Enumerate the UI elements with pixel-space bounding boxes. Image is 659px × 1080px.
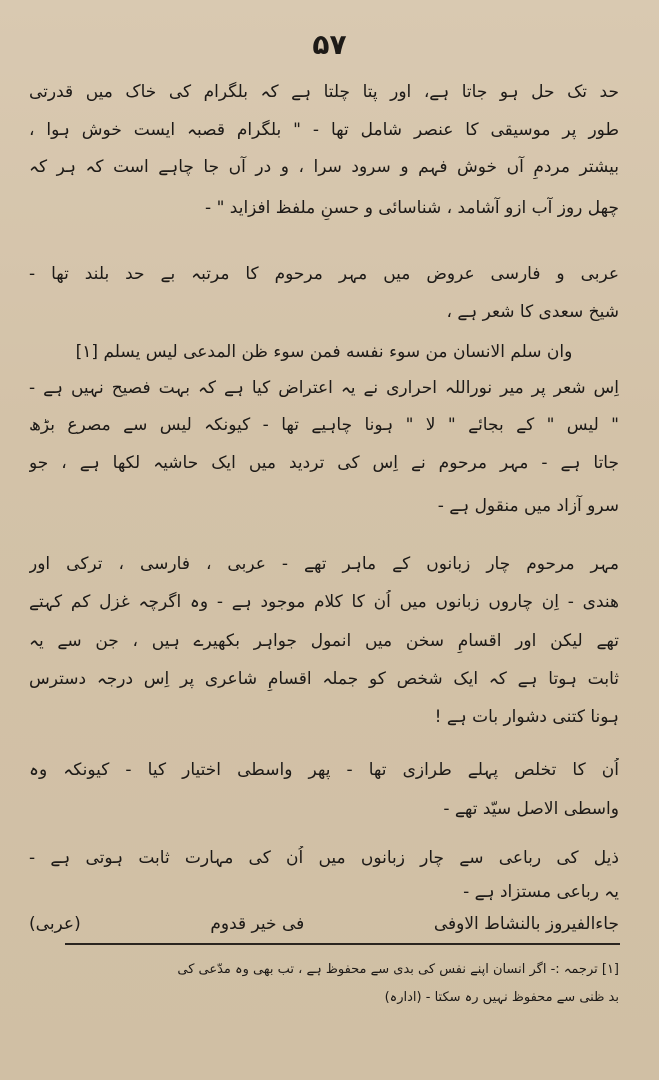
text-line: شیخ سعدی کا شعر ہے ، — [446, 302, 619, 322]
rubai-verse-row — [29, 912, 619, 936]
text-line: " لیس " کے بجائے " لا " ہونا چاہیے تھا - کیونکہ لیس سے مصرع بڑھ — [29, 415, 619, 435]
text-line: سرو آزاد میں منقول ہے - — [437, 496, 619, 516]
arabic-verse: وان سلم الانسان من سوء نفسه فمن سوء ظن المدعی لیس یسلم [۱] — [75, 342, 573, 362]
verse-part: جاءالفیروز بالنشاط الاوفی — [433, 914, 619, 934]
text-line: حد تک حل ہو جاتا ہے، اور پتا چلتا ہے کہ بلگرام کی خاک میں قدرتی — [29, 82, 619, 102]
text-line: عربی و فارسی عروض میں مہر مرحوم کا مرتبہ بے حد بلند تھا - — [29, 264, 619, 284]
footnote-line: بد ظنی سے محفوظ نہیں رہ سکتا - (ادارہ) — [384, 990, 619, 1005]
verse-part: فی خیر قدوم — [210, 914, 305, 934]
text-line: تھے لیکن اور اقسامِ سخن میں انمول جواہر بکھیرے ہیں ، جن سے یہ — [29, 631, 619, 651]
text-line: طور پر موسیقی کا عنصر شامل تھا - " بلگرام قصبہ ایست خوش ہوا ، — [29, 120, 619, 140]
footnote-line: [۱] ترجمہ :- اگر انسان اپنے نفس کی بدی سے محفوظ ہے ، تب بھی وہ مدّعی کی — [177, 962, 619, 977]
text-line: یہ رباعی مستزاد ہے - — [463, 882, 619, 902]
text-line: جاتا ہے - مہر مرحوم نے اِس کی تردید میں ایک حاشیہ لکھا ہے ، جو — [29, 453, 619, 473]
text-line: اِس شعر پر میر نوراللہ احراری نے یہ اعتراض کیا ہے کہ بہت فصیح نہیں ہے - — [29, 378, 619, 398]
text-line: چھل روز آب ازو آشامد ، شناسائی و حسنِ ملفظ افزاید " - — [205, 198, 619, 218]
text-line: بیشتر مردمِ آں خوش فہم و سرود سرا ، و در آں جا چاہے است کہ ہر کہ — [29, 157, 619, 177]
verse-language-label: (عربی) — [29, 914, 81, 934]
text-line: ھندی - اِن چاروں زبانوں میں اُن کا کلام موجود ہے - وہ اگرچہ غزل کم کہتے — [29, 592, 619, 612]
footnote-divider — [65, 943, 620, 945]
text-line: واسطی الاصل سیّد تھے - — [443, 799, 619, 819]
text-line: ثابت ہوتا ہے کہ ایک شخص کو جملہ اقسامِ شاعری پر اِس درجہ دسترس — [29, 669, 619, 689]
text-line: ذیل کی رباعی سے چار زبانوں میں اُن کی مہارت ثابت ہوتی ہے - — [29, 848, 619, 868]
page-number: ۵۷ — [312, 28, 347, 61]
text-line: مہر مرحوم چار زبانوں کے ماہر تھے - عربی ، فارسی ، ترکی اور — [29, 554, 619, 574]
text-line: ہونا کتنی دشوار بات ہے ! — [434, 707, 619, 727]
text-line: اُن کا تخلص پہلے طرازی تھا - پھر واسطی اختیار کیا - کیونکہ وہ — [29, 760, 619, 780]
